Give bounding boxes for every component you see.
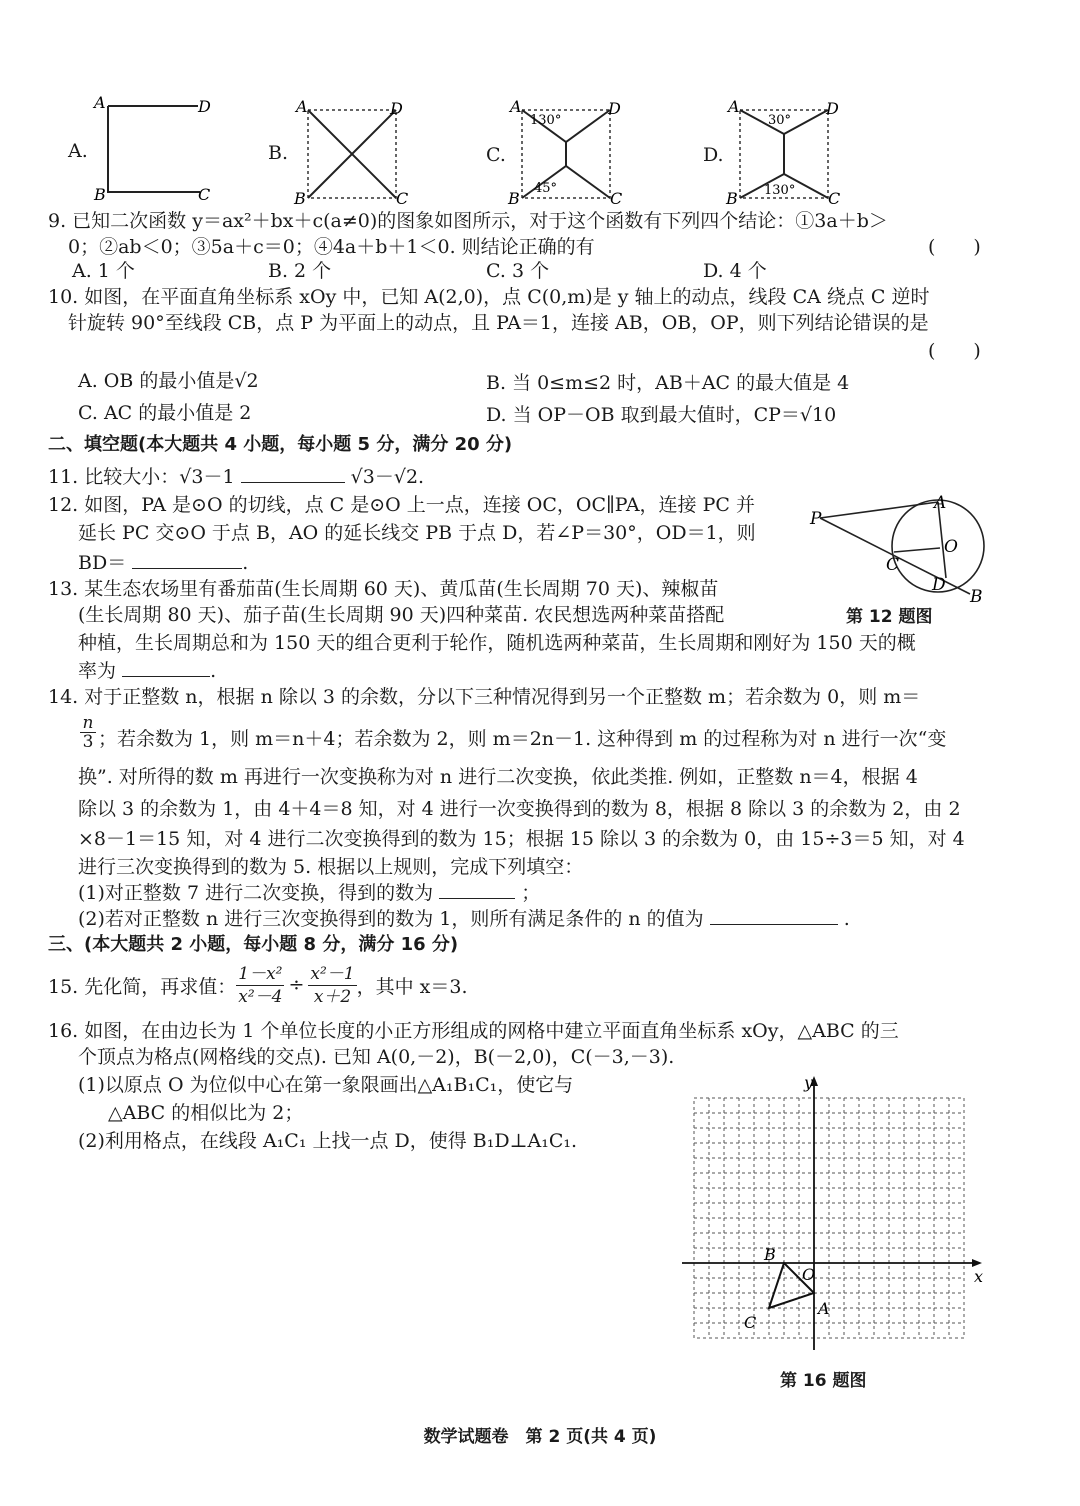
page-footer: 数学试题卷 第 2 页(共 4 页)	[423, 1427, 657, 1447]
q14-line4: 除以 3 的余数为 1，由 4＋4＝8 知，对 4 进行一次变换得到的数为 8，根据 8 除以 3 的余数为 2，由 2	[78, 798, 961, 820]
q14-sub1-blank[interactable]	[439, 878, 515, 899]
svg-text:C: C	[610, 189, 623, 208]
q12-label-a: A	[934, 493, 947, 513]
q14-sub1: (1)对正整数 7 进行二次变换，得到的数为 ；	[78, 878, 540, 906]
option-label-d: D.	[703, 144, 724, 166]
q16-axis-x: x	[974, 1267, 984, 1286]
q14-fraction: n 3	[80, 714, 96, 751]
q16-label-c: C	[744, 1313, 757, 1332]
q12-line2: 延长 PC 交⊙O 于点 B，AO 的延长线交 PB 于点 D，若∠P＝30°，OD＝1，则	[78, 522, 756, 544]
q10-line1: 10. 如图，在平面直角坐标系 xOy 中，已知 A(2,0)，点 C(0,m)是 y 轴上的动点，线段 CA 绕点 C 逆时	[48, 286, 930, 308]
svg-text:A: A	[510, 97, 522, 116]
q16-axis-y: y	[804, 1073, 814, 1092]
angle-d-top: 30°	[768, 113, 792, 128]
q12-label-c: C	[886, 555, 900, 575]
q15	[48, 960, 468, 1010]
q15-post: ，其中 x＝3.	[356, 975, 468, 998]
q12-caption: 第 12 题图	[846, 607, 933, 627]
q16-label-a: A	[818, 1299, 830, 1318]
q16-line2: 个顶点为格点(网格线的交点). 已知 A(0,－2)，B(－2,0)，C(－3,－3).	[78, 1046, 675, 1068]
q10-option-c: C. AC 的最小值是 2	[78, 402, 252, 424]
q10-option-d: D. 当 OP－OB 取到最大值时，CP＝√10	[486, 404, 837, 426]
option-figure-a	[90, 92, 220, 204]
option-figure-d	[724, 96, 848, 208]
svg-text:A: A	[296, 97, 308, 116]
q14-line5: ×8－1＝15 知，对 4 进行二次变换得到的数为 15；根据 15 除以 3 的余数为 0，由 15÷3＝5 知，对 4	[78, 828, 965, 850]
option-figure-c	[506, 96, 630, 208]
q13-line1: 13. 某生态农场里有番茄苗(生长周期 60 天)、黄瓜苗(生长周期 70 天)、辣椒苗	[48, 578, 719, 600]
label-b: B	[94, 185, 106, 204]
svg-text:C: C	[828, 189, 841, 208]
q9-line1: 9. 已知二次函数 y＝ax²＋bx＋c(a≠0)的图象如图所示，对于这个函数有下列四个结论：①3a＋b＞	[48, 210, 888, 232]
q10-option-b: B. 当 0≤m≤2 时，AB＋AC 的最大值是 4	[486, 372, 850, 394]
q12-line3: BD＝ .	[78, 548, 248, 576]
q10-option-a: A. OB 的最小值是√2	[78, 370, 259, 392]
q14-sub2-blank[interactable]	[710, 904, 838, 925]
q12-label-p: P	[810, 509, 822, 529]
svg-text:B: B	[726, 189, 738, 208]
q16-sub1a: (1)以原点 O 为位似中心在第一象限画出△A₁B₁C₁，使它与	[78, 1074, 574, 1096]
q14-line1: 14. 对于正整数 n，根据 n 除以 3 的余数，分以下三种情况得到另一个正整数 m；若余数为 0，则 m＝	[48, 686, 921, 708]
q13-line2: (生长周期 80 天)、茄子苗(生长周期 90 天)四种菜苗. 农民想选两种菜苗搭配	[78, 604, 725, 626]
q9-option-a: A. 1 个	[72, 260, 135, 282]
section-2-title: 二、填空题(本大题共 4 小题，每小题 5 分，满分 20 分)	[48, 434, 513, 455]
svg-text:B: B	[294, 189, 306, 208]
svg-text:C: C	[396, 189, 409, 208]
q13-line4: 率为 .	[78, 656, 216, 684]
q16-grid-figure	[678, 1070, 994, 1360]
q10-paren: ( )	[928, 340, 981, 362]
q16-label-b: B	[764, 1245, 776, 1264]
q15-frac1: $\frac{\text{1－x²}}{\text{x²－4}}$	[238, 963, 283, 1007]
q16-sub2: (2)利用格点，在线段 A₁C₁ 上找一点 D，使得 B₁D⊥A₁C₁.	[78, 1130, 578, 1152]
q11-blank[interactable]	[241, 462, 345, 483]
q9-line2: 0；②ab＜0；③5a＋c＝0；④4a＋b＋1＜0. 则结论正确的有	[68, 236, 595, 258]
svg-text:B: B	[508, 189, 520, 208]
q12-label-b: B	[970, 587, 983, 607]
option-label-b: B.	[268, 142, 289, 164]
angle-c-top: 130°	[530, 113, 562, 128]
q15-op: ÷	[288, 974, 305, 996]
q16-sub1b: △ABC 的相似比为 2；	[108, 1102, 304, 1124]
q12-label-d: D	[932, 575, 946, 595]
q12-line1: 12. 如图，PA 是⊙O 的切线，点 C 是⊙O 上一点，连接 OC，OC∥PA，连接 PC 并	[48, 494, 755, 516]
q16-line1: 16. 如图，在由边长为 1 个单位长度的小正方形组成的网格中建立平面直角坐标系 xOy，△ABC 的三	[48, 1020, 899, 1042]
q12-blank[interactable]	[132, 548, 242, 569]
label-a: A	[94, 93, 106, 112]
label-c: C	[198, 185, 211, 204]
q14-line6: 进行三次变换得到的数为 5. 根据以上规则，完成下列填空：	[78, 856, 584, 878]
q14-line2: ；若余数为 1，则 m＝n＋4；若余数为 2，则 m＝2n－1. 这种得到 m 的过程称为对 n 进行一次“变	[98, 728, 947, 750]
angle-c-bottom: 45°	[534, 181, 558, 196]
svg-text:A: A	[728, 97, 740, 116]
q10-line2: 针旋转 90°至线段 CB，点 P 为平面上的动点，且 PA＝1，连接 AB，OB，OP，则下列结论错误的是	[68, 312, 929, 334]
option-label-a: A.	[68, 140, 88, 162]
q15-pre: 15. 先化简，再求值：	[48, 975, 237, 998]
svg-text:D: D	[826, 99, 839, 118]
section-3-title: 三、(本大题共 2 小题，每小题 8 分，满分 16 分)	[48, 934, 459, 955]
q12-label-o: O	[944, 537, 958, 557]
svg-text:D: D	[608, 99, 621, 118]
q9-option-b: B. 2 个	[268, 260, 332, 282]
q13-blank[interactable]	[122, 656, 210, 677]
q11	[48, 462, 424, 490]
q9-option-d: D. 4 个	[703, 260, 767, 282]
q16-origin: O	[802, 1265, 816, 1284]
svg-text:D: D	[390, 99, 403, 118]
label-d: D	[198, 97, 211, 116]
option-figure-b	[292, 96, 412, 208]
q14-sub2: (2)若对正整数 n 进行三次变换得到的数为 1，则所有满足条件的 n 的值为 .	[78, 904, 850, 932]
q9-paren: ( )	[928, 236, 981, 258]
q14-line3: 换”. 对所得的数 m 再进行一次变换称为对 n 进行二次变换，依此类推. 例如，正整数 n＝4，根据 4	[78, 766, 918, 788]
option-label-c: C.	[486, 144, 506, 166]
angle-d-bottom: 130°	[764, 183, 796, 198]
q9-option-c: C. 3 个	[486, 260, 550, 282]
q12-figure	[806, 490, 996, 608]
q11-left: 11. 比较大小：√3－1	[48, 466, 235, 488]
q15-frac2: $\frac{\text{x²－1}}{x+2}$	[310, 963, 355, 1007]
q11-right: √3－√2.	[350, 466, 425, 488]
q13-line3: 种植，生长周期总和为 150 天的组合更利于轮作，随机选两种菜苗，生长周期和刚好为 150 天的概	[78, 632, 916, 654]
q16-caption: 第 16 题图	[780, 1371, 867, 1391]
